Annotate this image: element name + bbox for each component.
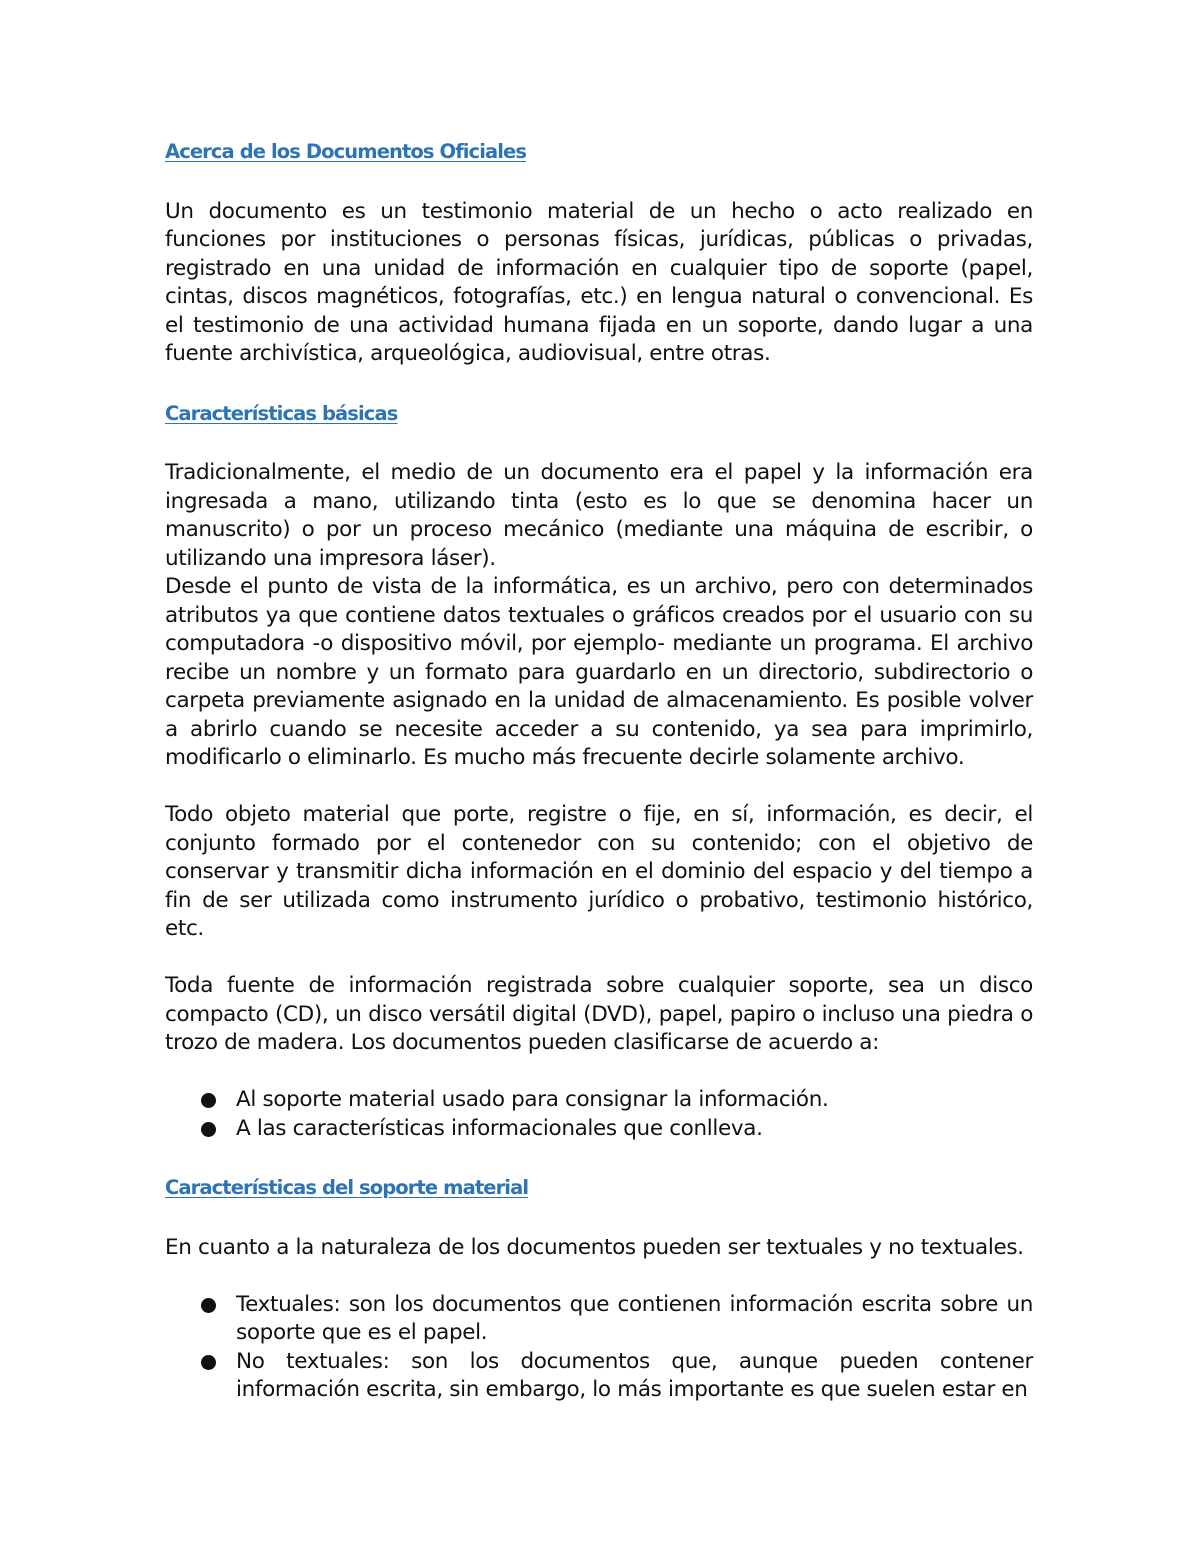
list-item-text: No textuales: son los documentos que, aunque pueden contener información escrita, sin embargo, lo más importante es que suelen estar en: [236, 1348, 1033, 1402]
list-item: [165, 1115, 1033, 1144]
list-item-text: Al soporte material usado para consignar la información.: [236, 1087, 829, 1112]
list-item: [165, 1086, 1033, 1115]
section-heading-caracteristicas-basicas[interactable]: Características básicas: [165, 401, 398, 425]
list-item: [165, 1348, 1033, 1405]
bullet-icon: [201, 1298, 216, 1313]
list-item: [165, 1291, 1033, 1348]
bullet-icon: [201, 1122, 216, 1137]
section-heading-acerca[interactable]: Acerca de los Documentos Oficiales: [165, 140, 527, 163]
paragraph-naturaleza: En cuanto a la naturaleza de los documentos pueden ser textuales y no textuales.: [165, 1234, 1024, 1260]
support-type-list: [165, 1291, 1033, 1405]
paragraph-tradicionalmente: Tradicionalmente, el medio de un documento era el papel y la información era ingresada a mano, utilizando tinta (esto es lo que se denomina hacer un manuscrito) o por un proceso mecánico (mediante una máquina de escribir, o utilizando una impresora láser).: [165, 460, 1033, 571]
bullet-icon: [201, 1093, 216, 1108]
section-heading-soporte-material[interactable]: Características del soporte material: [165, 1176, 529, 1199]
list-item-text: A las características informacionales que conlleva.: [236, 1115, 763, 1141]
list-item-text: Textuales: son los documentos que contienen información escrita sobre un soporte que es el papel.: [236, 1291, 1033, 1345]
classification-list: [165, 1086, 1033, 1143]
document-page: [165, 138, 1033, 1405]
paragraph-objeto-material: Todo objeto material que porte, registre o fije, en sí, información, es decir, el conjunto formado por el contenedor con su contenido; con el objetivo de conservar y transmitir dicha información en el dominio del espacio y del tiempo a fin de ser utilizada como instrumento jurídico o probativo, testimonio histórico, etc.: [165, 802, 1033, 941]
bullet-icon: [201, 1355, 216, 1370]
paragraph-definicion: Un documento es un testimonio material de un hecho o acto realizado en funciones por instituciones o personas físicas, jurídicas, públicas o privadas, registrado en una unidad de información en cualquier tipo de soporte (papel, cintas, discos magnéticos, fotografías, etc.) en lengua natural o convencional. Es el testimonio de una actividad humana fijada en un soporte, dando lugar a una fuente archivística, arqueológica, audiovisual, entre otras.: [165, 198, 1033, 366]
paragraph-fuente-informacion: Toda fuente de información registrada sobre cualquier soporte, sea un disco compacto (CD), un disco versátil digital (DVD), papel, papiro o incluso una piedra o trozo de madera. Los documentos pueden clasificarse de acuerdo a:: [165, 973, 1033, 1055]
paragraph-informatica: Desde el punto de vista de la informática, es un archivo, pero con determinados atributos ya que contiene datos textuales o gráficos creados por el usuario con su computadora -o dispositivo móvil, por ejemplo- mediante un programa. El archivo recibe un nombre y un formato para guardarlo en un directorio, subdirectorio o carpeta previamente asignado en la unidad de almacenamiento. Es posible volver a abrirlo cuando se necesite acceder a su contenido, ya sea para imprimirlo, modificarlo o eliminarlo. Es mucho más frecuente decirle solamente archivo.: [165, 574, 1033, 770]
